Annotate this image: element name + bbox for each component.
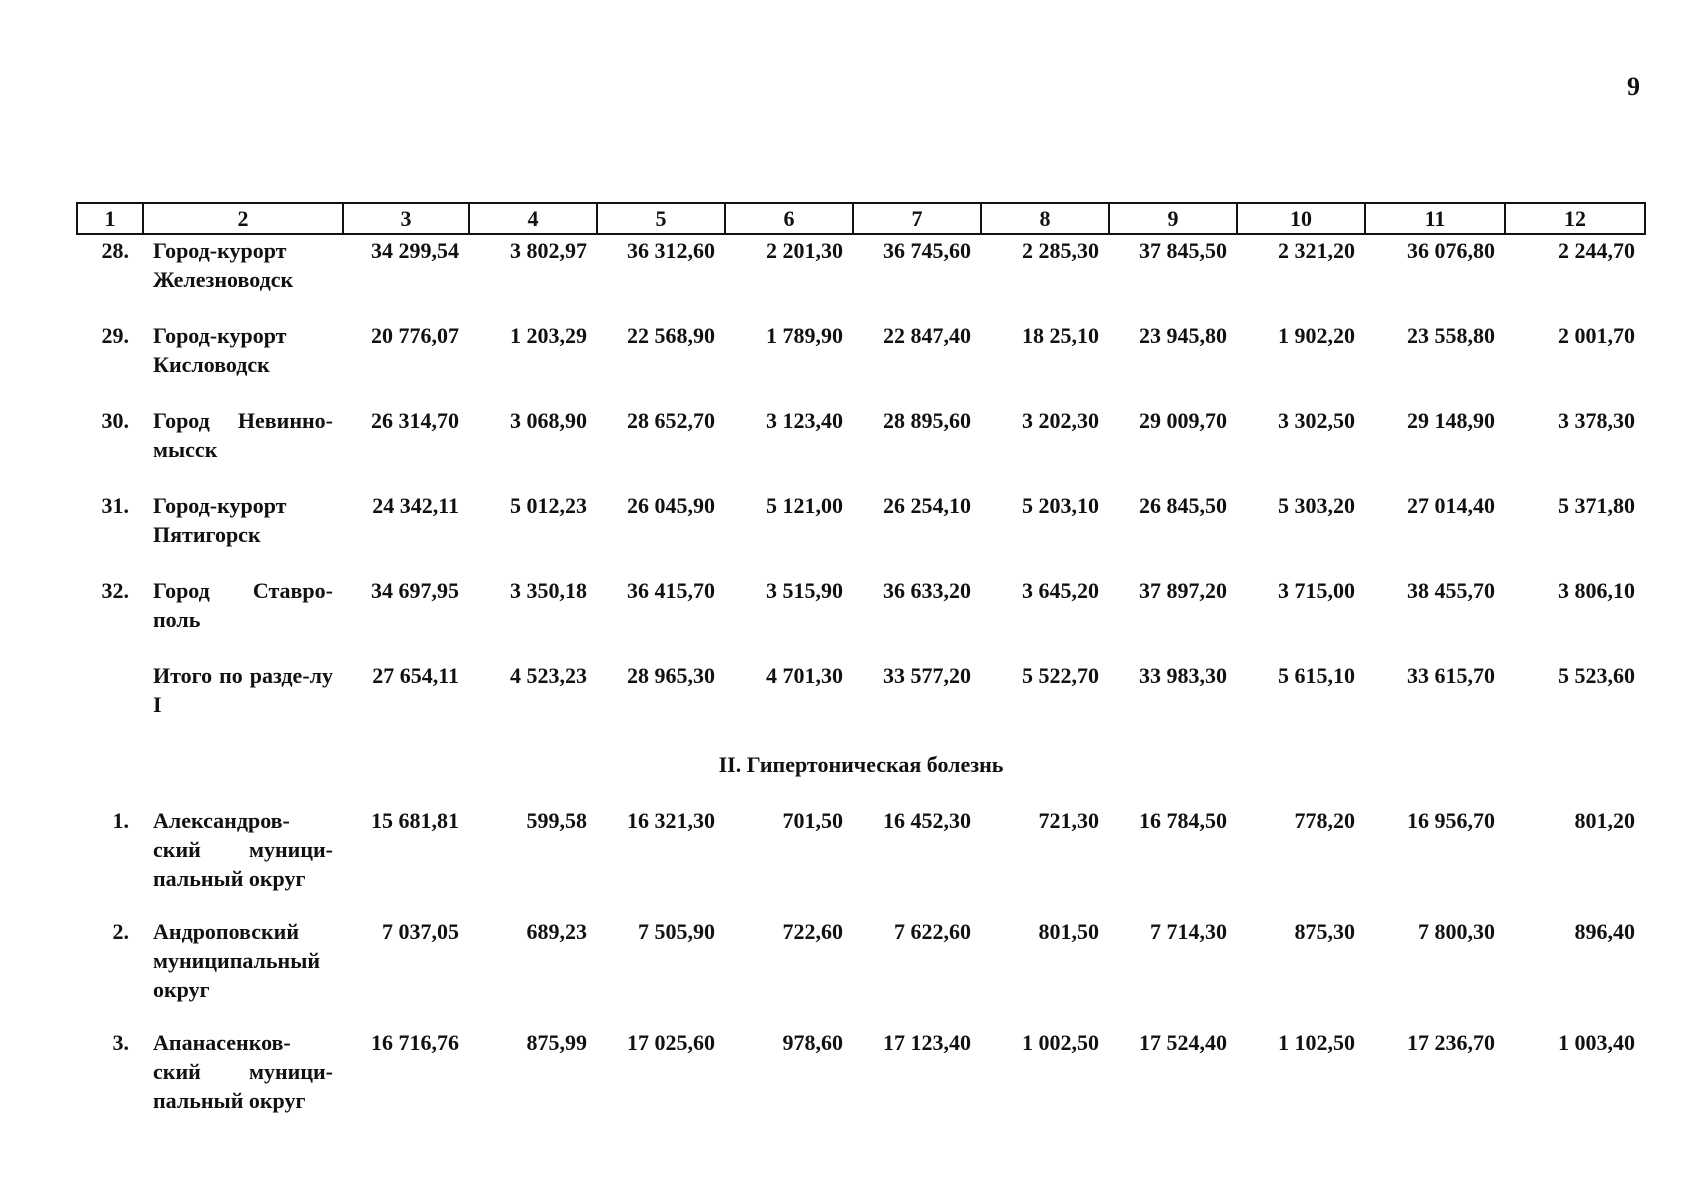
value-cell: 2 321,20 [1278,238,1355,263]
value-cell: 689,23 [526,919,587,944]
row-name [143,491,343,576]
value-cell: 3 202,30 [1022,408,1099,433]
value-cell: 5 522,70 [1022,663,1099,688]
value-cell: 1 102,50 [1278,1030,1355,1055]
value-cell: 5 203,10 [1022,493,1099,518]
value-cell: 37 897,20 [1139,578,1227,603]
value-cell: 1 789,90 [766,323,843,348]
value-cell: 2 244,70 [1558,238,1635,263]
value-cell: 5 012,23 [510,493,587,518]
value-cell: 36 415,70 [627,578,715,603]
value-cell: 722,60 [782,919,843,944]
value-cell: 16 784,50 [1139,808,1227,833]
value-cell: 3 802,97 [510,238,587,263]
value-cell: 3 645,20 [1022,578,1099,603]
value-cell: 34 697,95 [371,578,459,603]
value-cell: 24 342,11 [372,493,459,518]
header-cell: 12 [1505,203,1645,234]
value-cell: 27 654,11 [372,663,459,688]
value-cell: 36 312,60 [627,238,715,263]
value-cell: 23 558,80 [1407,323,1495,348]
value-cell: 3 378,30 [1558,408,1635,433]
value-cell: 26 254,10 [883,493,971,518]
row-number: 1. [112,808,129,833]
value-cell: 17 123,40 [883,1030,971,1055]
header-cell: 11 [1365,203,1505,234]
header-cell: 1 [77,203,143,234]
value-cell: 16 452,30 [883,808,971,833]
value-cell: 3 302,50 [1278,408,1355,433]
value-cell: 3 350,18 [510,578,587,603]
table-row [77,406,1645,491]
value-cell: 5 615,10 [1278,663,1355,688]
value-cell: 23 945,80 [1139,323,1227,348]
value-cell: 3 123,40 [766,408,843,433]
value-cell: 801,20 [1574,808,1635,833]
value-cell: 26 845,50 [1139,493,1227,518]
row-number: 31. [101,493,129,518]
row-name [143,234,343,321]
value-cell: 17 236,70 [1407,1030,1495,1055]
column-number-header [77,203,1645,234]
row-name-text: Александров-ский муници-пальный округ [153,808,333,891]
value-cell: 28 652,70 [627,408,715,433]
row-name-text: Андроповский муниципальный округ [153,919,321,1002]
value-cell: 801,50 [1038,919,1099,944]
data-table [76,202,1646,1139]
value-cell: 3 715,00 [1278,578,1355,603]
value-cell: 3 515,90 [766,578,843,603]
value-cell: 26 045,90 [627,493,715,518]
header-cell: 5 [597,203,725,234]
value-cell: 15 681,81 [371,808,459,833]
table-row [77,491,1645,576]
table-row [77,917,1645,1028]
value-cell: 599,58 [526,808,587,833]
row-number: 2. [112,919,129,944]
header-cell: 9 [1109,203,1237,234]
row-number: 28. [101,238,129,263]
value-cell: 16 321,30 [627,808,715,833]
value-cell: 27 014,40 [1407,493,1495,518]
page-number: 9 [1627,72,1640,101]
value-cell: 978,60 [782,1030,843,1055]
row-name [143,661,343,746]
row-name [143,406,343,491]
header-cell: 4 [469,203,597,234]
value-cell: 5 121,00 [766,493,843,518]
row-name-text: Город-курорт Кисловодск [153,323,287,377]
row-name [143,917,343,1028]
value-cell: 7 037,05 [382,919,459,944]
value-cell: 5 303,20 [1278,493,1355,518]
table-row [77,576,1645,661]
value-cell: 7 505,90 [638,919,715,944]
value-cell: 4 523,23 [510,663,587,688]
value-cell: 37 845,50 [1139,238,1227,263]
header-cell: 10 [1237,203,1365,234]
value-cell: 29 148,90 [1407,408,1495,433]
section-title-row [77,746,1645,806]
row-name-text: Город Ставро-поль [153,578,333,632]
value-cell: 38 455,70 [1407,578,1495,603]
value-cell: 5 523,60 [1558,663,1635,688]
row-number: 30. [101,408,129,433]
value-cell: 33 577,20 [883,663,971,688]
row-number: 3. [112,1030,129,1055]
row-name-text: Город-курорт Железноводск [153,238,294,292]
value-cell: 28 895,60 [883,408,971,433]
value-cell: 28 965,30 [627,663,715,688]
table-row-total [77,661,1645,746]
section-title: II. Гипертоническая болезнь [718,752,1004,777]
value-cell: 36 745,60 [883,238,971,263]
table-row [77,806,1645,917]
value-cell: 2 001,70 [1558,323,1635,348]
value-cell: 26 314,70 [371,408,459,433]
header-cell: 6 [725,203,853,234]
row-number: 32. [101,578,129,603]
row-name-text: Апанасенков-ский муници-пальный округ [153,1030,333,1113]
value-cell: 1 003,40 [1558,1030,1635,1055]
value-cell: 778,20 [1294,808,1355,833]
table-row [77,321,1645,406]
value-cell: 2 285,30 [1022,238,1099,263]
value-cell: 16 956,70 [1407,808,1495,833]
value-cell: 16 716,76 [371,1030,459,1055]
value-cell: 17 025,60 [627,1030,715,1055]
value-cell: 7 800,30 [1418,919,1495,944]
value-cell: 34 299,54 [371,238,459,263]
row-name-text: Город-курорт Пятигорск [153,493,287,547]
value-cell: 7 714,30 [1150,919,1227,944]
value-cell: 2 201,30 [766,238,843,263]
value-cell: 3 806,10 [1558,578,1635,603]
value-cell: 5 371,80 [1558,493,1635,518]
header-cell: 8 [981,203,1109,234]
row-name [143,321,343,406]
value-cell: 7 622,60 [894,919,971,944]
row-name-text: Итого по разде-лу I [153,663,333,717]
value-cell: 33 615,70 [1407,663,1495,688]
header-cell: 3 [343,203,469,234]
value-cell: 17 524,40 [1139,1030,1227,1055]
value-cell: 721,30 [1038,808,1099,833]
row-name-text: Город Невинно-мысск [153,408,333,462]
row-name [143,806,343,917]
value-cell: 22 568,90 [627,323,715,348]
value-cell: 1 002,50 [1022,1030,1099,1055]
value-cell: 36 633,20 [883,578,971,603]
value-cell: 29 009,70 [1139,408,1227,433]
value-cell: 1 902,20 [1278,323,1355,348]
value-cell: 3 068,90 [510,408,587,433]
value-cell: 701,50 [782,808,843,833]
value-cell: 22 847,40 [883,323,971,348]
value-cell: 875,30 [1294,919,1355,944]
value-cell: 20 776,07 [371,323,459,348]
header-cell: 7 [853,203,981,234]
value-cell: 896,40 [1574,919,1635,944]
value-cell: 875,99 [526,1030,587,1055]
header-cell: 2 [143,203,343,234]
table-row [77,234,1645,321]
row-name [143,576,343,661]
value-cell: 18 25,10 [1022,323,1099,348]
row-number [77,661,143,746]
row-name [143,1028,343,1139]
value-cell: 4 701,30 [766,663,843,688]
table-row [77,1028,1645,1139]
value-cell: 1 203,29 [510,323,587,348]
value-cell: 33 983,30 [1139,663,1227,688]
value-cell: 36 076,80 [1407,238,1495,263]
row-number: 29. [101,323,129,348]
